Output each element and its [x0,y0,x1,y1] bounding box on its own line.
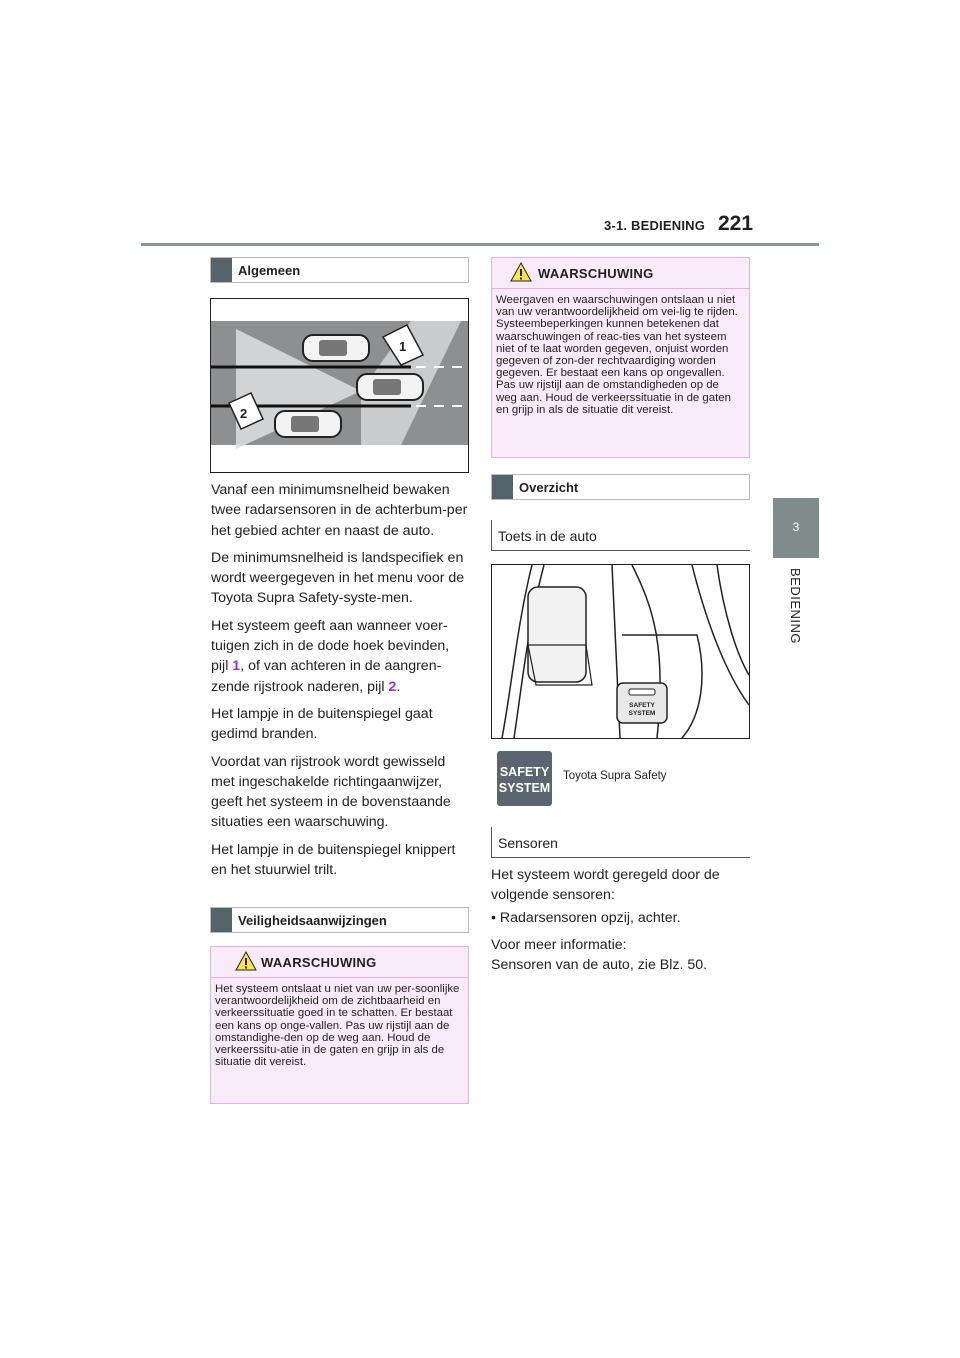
subheading-toets [491,520,750,551]
console-button-label-1: SAFETY [629,702,655,709]
section-label: Overzicht [519,480,579,495]
arrow-ref-2: 2 [388,678,397,695]
center-console-illustration [492,565,749,738]
warning-box-right [491,257,750,458]
safety-system-button [617,683,667,723]
warning-text: Het systeem ontslaat u niet van uw per-soonlijke verantwoordelijkheid om de zichtbaarheid en verkeerssituatie goed in te schatten. Er bestaat een kans op onge-vallen. Pas uw rijstijl aan de omstandighe-den op de weg aan. Houd de verkeerssitu-atie in de gaten en grijp in als de situatie dit vereist. [215,983,460,1069]
section-marker [211,258,232,282]
right-body [491,865,750,982]
paragraph: De minimumsnelheid is landspecifiek en wordt weergegeven in het menu voor de Toyota Supra Safety-syste-men. [211,549,465,607]
paragraph: Het lampje in de buitenspiegel knippert en het stuurwiel trilt. [211,841,456,879]
subheading-label: Toets in de auto [498,528,597,544]
subheading-label: Sensoren [498,835,558,851]
console-button-label-2: SYSTEM [628,710,656,717]
paragraph: Het systeem wordt geregeld door de volgende sensoren: [491,867,720,904]
warning-title: WAARSCHUWING [538,266,654,281]
page-number: 221 [718,212,754,235]
section-title: 3-1. BEDIENING [604,218,706,233]
car-middle [357,374,423,400]
blind-spot-illustration [211,299,468,472]
button-icon-line-2: SYSTEM [498,781,551,795]
paragraph-arrows: Het systeem geeft aan wanneer voer-tuigen zich in de dode hoek bevinden, pijl 1, of van achteren in de aangren-zende rijstrook naderen, pijl 2. [211,617,450,695]
car-bottom [275,411,341,437]
paragraph: Vanaf een minimumsnelheid bewaken twee radarsensoren in de achterbum-per het gebied achter en naast de auto. [211,482,468,539]
blind-spot-figure [210,298,469,473]
button-caption: Toyota Supra Safety [563,770,667,782]
reference-link[interactable]: Sensoren van de auto, zie Blz. 50. [491,957,708,974]
section-label: Veiligheidsaanwijzingen [238,913,387,928]
arrow-label-1: 1 [399,339,407,354]
button-icon-line-1: SAFETY [499,765,550,779]
warning-header [211,947,468,978]
chapter-number: 3 [792,520,800,534]
header-divider [141,243,819,246]
paragraph: Voor meer informatie: [491,936,627,953]
left-body [211,480,469,887]
warning-icon [510,262,532,282]
paragraph: Voordat van rijstrook wordt gewisseld met ingeschakelde richtingaanwijzer, geeft het systeem in de bovenstaande situaties een waarschuwing. [211,753,451,831]
section-label: Algemeen [238,263,301,278]
console-figure [491,564,750,739]
chapter-label: BEDIENING [788,568,803,645]
warning-title: WAARSCHUWING [261,955,377,970]
warning-box-left [210,946,469,1104]
safety-system-button-icon [497,751,552,806]
arrow-ref-1: 1 [232,658,241,675]
bullet-item: • Radarsensoren opzij, achter. [491,909,681,926]
warning-header [492,258,749,289]
section-overzicht [491,474,750,500]
paragraph: Het lampje in de buitenspiegel gaat gedimd branden. [211,705,433,743]
section-algemeen [210,257,469,283]
subheading-sensoren [491,827,750,858]
warning-icon [235,951,257,971]
section-marker [492,475,513,499]
arrow-label-2: 2 [240,406,248,421]
car-top [303,335,369,361]
section-marker [211,908,232,932]
warning-text: Weergaven en waarschuwingen ontslaan u niet van uw verantwoordelijkheid om vei-lig te rijden. Systeembeperkingen kunnen betekenen dat waarschuwingen of reac-ties van het systeem niet of te laat worden gegeven, onjuist worden gegeven of zon-der rechtvaardiging worden gegeven. Er bestaat een kans op ongevallen. Pas uw rijstijl aan de omstandigheden op de weg aan. Houd de verkeerssituatie in de gaten en grijp in als de situatie dit vereist. [496,294,738,416]
section-veiligheid [210,907,469,933]
